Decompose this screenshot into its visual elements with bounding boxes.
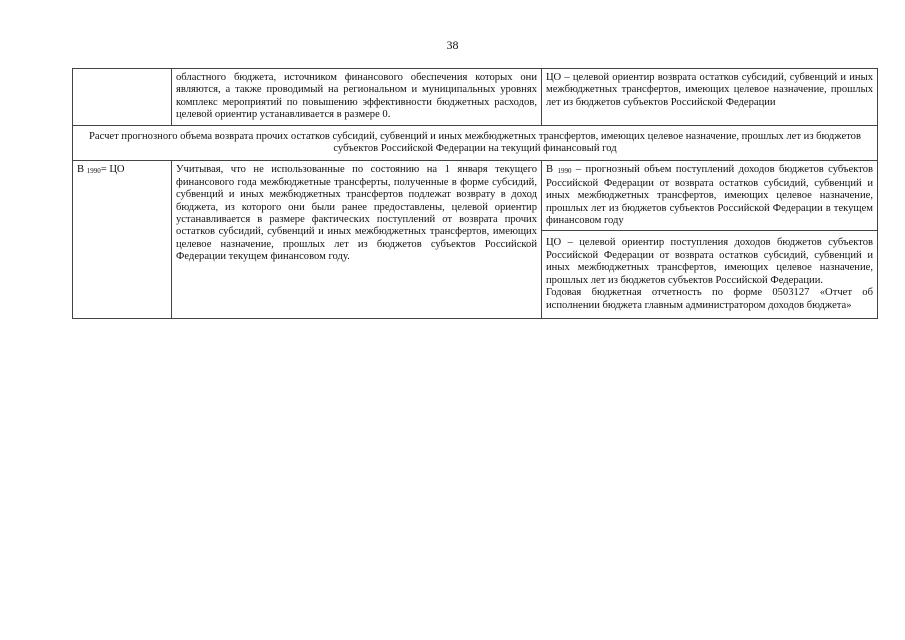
variable-definition-text: – прогнозный объем поступлений доходов бюджетов субъектов Российской Федерации от возврата остатков субсидий, субвенций и иных межбюджетных трансфертов, имеющих целевое назначение, прошлых лет из бюджетов субъектов Российской Федерации в текущем финансовом году — [546, 164, 873, 227]
formula-suffix: = ЦО — [100, 164, 125, 176]
method-description-text: областного бюджета, источником финансового обеспечения которых они являются, а также проводимый на региональном и муниципальных уровнях комплекс мероприятий по повышению эффективности бюджетных расходов, целевой ориентир устанавливается в размере 0. — [176, 72, 537, 121]
variable-subscript: 1990 — [557, 167, 572, 176]
formula-cell — [73, 161, 172, 318]
table-row — [73, 125, 878, 161]
section-header-cell — [73, 125, 878, 161]
variable-definition-cell — [542, 161, 878, 231]
formula-subscript: 1990 — [86, 167, 101, 176]
method-description-cell — [172, 161, 542, 318]
formula-cell — [73, 69, 172, 126]
page-number: 38 — [446, 38, 459, 52]
variable-definition-text: ЦО – целевой ориентир возврата остатков субсидий, субвенций и иных межбюджетных трансфертов, имеющих целевое назначение, прошлых лет из бюджетов субъектов Российской Федерации — [546, 72, 873, 108]
methodology-table — [72, 68, 878, 319]
method-description-cell — [172, 69, 542, 126]
variable-definition-text: ЦО – целевой ориентир поступления доходов бюджетов субъектов Российской Федерации от возврата остатков субсидий, субвенций и иных межбюджетных трансфертов, имеющих целевое назначение, прошлых лет из бюджетов субъектов Российской Федерации. — [546, 237, 873, 286]
variable-definition-cell — [542, 231, 878, 318]
table-row — [73, 69, 878, 126]
variable-prefix: В — [546, 164, 554, 176]
formula-prefix: В — [77, 164, 85, 176]
method-description-text: Учитывая, что не использованные по состоянию на 1 января текущего финансового года межбюджетные трансферты, полученные в форме субсидий, субвенций и иных межбюджетных трансфертов подлежат возврату в доход бюджета, из которого они были ранее предоставлены, целевой ориентир устанавливается в размере фактических поступлений от возврата прочих остатков субсидий, субвенций и иных межбюджетных трансфертов, имеющих целевое назначение, прошлых лет из бюджетов субъектов Российской Федерации текущем финансовом году. — [176, 164, 537, 263]
data-source-text: Годовая бюджетная отчетность по форме 0503127 «Отчет об исполнении бюджета главным администратором доходов бюджета» — [546, 287, 873, 311]
table-row — [73, 161, 878, 231]
section-header: Расчет прогнозного объема возврата прочих остатков субсидий, субвенций и иных межбюджетных трансфертов, имеющих целевое назначение, прошлых лет из бюджетов субъектов Российской Федерации на текущий финансовый год — [89, 130, 861, 155]
variable-definition-cell — [542, 69, 878, 126]
